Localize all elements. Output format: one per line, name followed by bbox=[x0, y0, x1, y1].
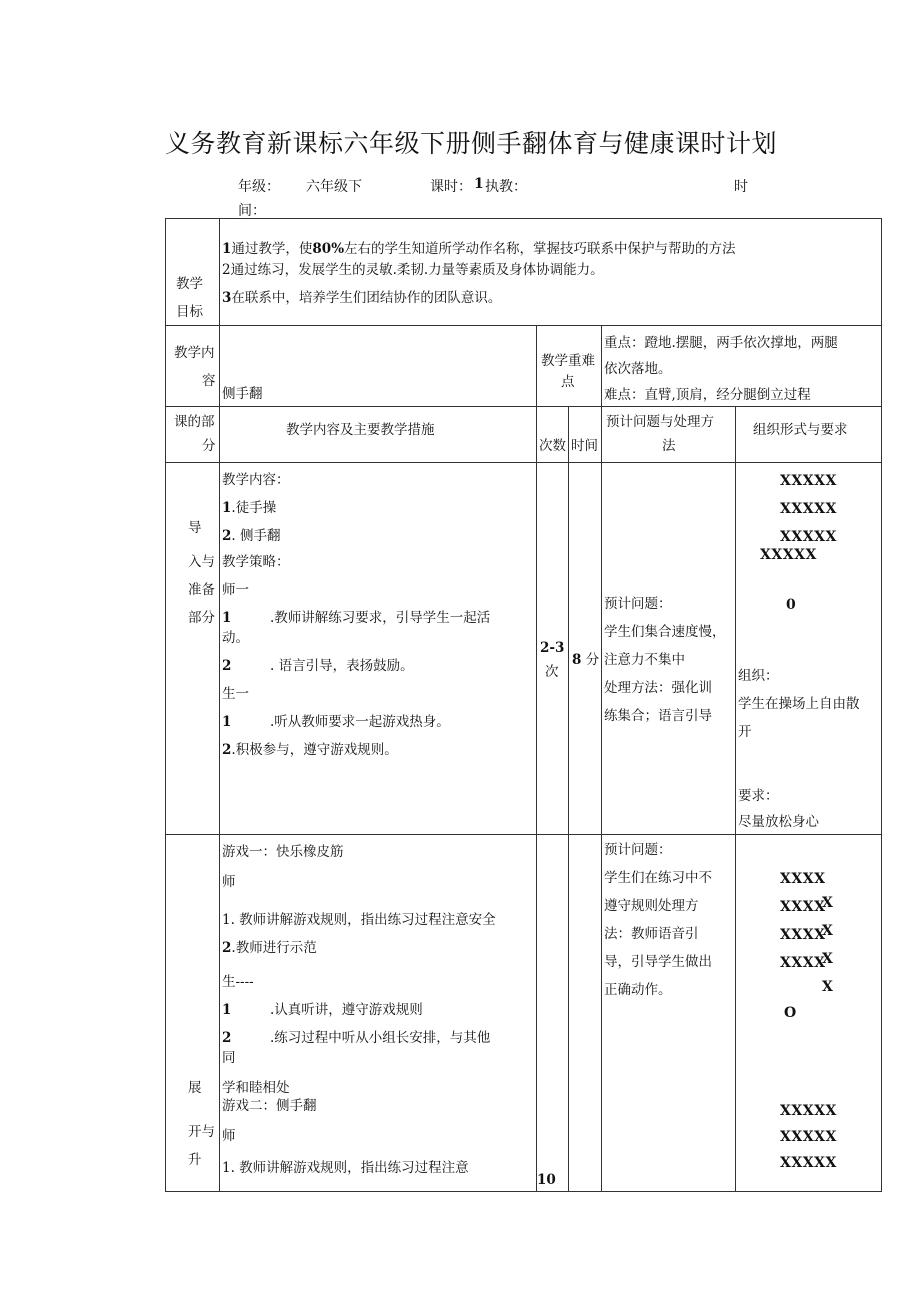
formation-row: XXXX bbox=[780, 955, 826, 971]
formation-row: XXXXX bbox=[760, 547, 817, 563]
develop-label-3: 升 bbox=[188, 1152, 202, 1168]
formation-row: XXXX bbox=[780, 899, 826, 915]
game1-student-step: 学和睦相处 bbox=[222, 1080, 290, 1096]
game1-teacher: 师 bbox=[222, 874, 236, 890]
grade-value: 六年级下 bbox=[306, 179, 362, 195]
objectives-label-2: 目标 bbox=[176, 304, 203, 320]
intro-line-num: 2 bbox=[222, 658, 232, 674]
intro-problem: 处理方法：强化训 bbox=[604, 680, 712, 696]
develop-problem: 遵守规则处理方 bbox=[604, 898, 699, 914]
intro-line: .听从教师要求一起游戏热身。 bbox=[270, 714, 450, 730]
intro-problem: 预计问题： bbox=[604, 596, 672, 612]
content-row bbox=[166, 326, 882, 407]
objective-2: 2通过练习，发展学生的灵敏.柔韧.力量等素质及身体协调能力。 bbox=[222, 262, 604, 278]
time-label-bottom: 间： bbox=[238, 203, 266, 219]
period-label: 课时： bbox=[430, 179, 472, 195]
formation-row: XXXXX bbox=[780, 529, 837, 545]
intro-line: 1.徒手操 bbox=[222, 500, 277, 516]
intro-label-3: 准备 bbox=[188, 582, 215, 598]
header-times: 次数 bbox=[539, 438, 566, 454]
header-org: 组织形式与要求 bbox=[753, 422, 848, 438]
period-value: 1 bbox=[474, 176, 484, 192]
org-text: 开 bbox=[738, 724, 752, 740]
develop-problem: 导，引导学生做出 bbox=[604, 954, 712, 970]
intro-label-4: 部分 bbox=[188, 610, 215, 626]
develop-label-1: 展 bbox=[188, 1080, 202, 1096]
game1-teacher-step: 1. 教师讲解游戏规则，指出练习过程注意安全 bbox=[222, 912, 496, 928]
intro-line: 生一 bbox=[222, 686, 249, 702]
intro-line-num: 1 bbox=[222, 714, 232, 730]
formation-row: XXXXX bbox=[780, 1103, 837, 1119]
req-label: 要求： bbox=[738, 788, 779, 804]
key-point: 重点：蹬地.摆腿，两手依次撑地，两腿 bbox=[604, 335, 838, 351]
intro-line: 2. 侧手翻 bbox=[222, 528, 281, 544]
formation-side-mark: X bbox=[822, 951, 834, 967]
intro-problem: 学生们集合速度慢， bbox=[604, 624, 726, 640]
intro-problem: 注意力不集中 bbox=[604, 652, 685, 668]
header-row bbox=[166, 407, 882, 463]
game2-teacher-step: 1. 教师讲解游戏规则，指出练习过程注意 bbox=[222, 1160, 469, 1176]
develop-times: 10 bbox=[537, 1172, 556, 1188]
formation-row: XXXXX bbox=[780, 1155, 837, 1171]
teacher-position-mark: O bbox=[784, 1005, 797, 1021]
lesson-plan-table bbox=[165, 218, 882, 1192]
teacher-label: 执教： bbox=[485, 179, 527, 195]
key-points-label-1: 教学重难 bbox=[541, 353, 595, 369]
game1-title: 游戏一：快乐橡皮筋 bbox=[222, 844, 344, 860]
header-content: 教学内容及主要教学措施 bbox=[286, 422, 435, 438]
formation-row: XXXXX bbox=[780, 1129, 837, 1145]
org-label: 组织： bbox=[738, 668, 779, 684]
time-label-top: 时 bbox=[734, 179, 748, 195]
game2-teacher: 师 bbox=[222, 1128, 236, 1144]
intro-duration: 8 分 bbox=[572, 652, 600, 668]
formation-row: XXXX bbox=[780, 927, 826, 943]
intro-line: .教师讲解练习要求，引导学生一起活 bbox=[270, 610, 491, 626]
content-value: 侧手翻 bbox=[222, 386, 263, 402]
develop-problem: 学生们在练习中不 bbox=[604, 870, 712, 886]
develop-problem: 法：教师语音引 bbox=[604, 926, 699, 942]
formation-row: XXXXX bbox=[780, 501, 837, 517]
game1-student-num: 1 bbox=[222, 1002, 232, 1018]
game1-student-num: 2 bbox=[222, 1030, 232, 1046]
teacher-position-mark: 0 bbox=[786, 597, 797, 613]
intro-line-num: 1 bbox=[222, 610, 232, 626]
develop-problem: 预计问题： bbox=[604, 842, 672, 858]
formation-side-mark: X bbox=[822, 923, 834, 939]
intro-label-1: 导 bbox=[188, 520, 202, 536]
req-text: 尽量放松身心 bbox=[738, 814, 819, 830]
intro-line: 教学策略： bbox=[222, 554, 290, 570]
formation-row: XXXXX bbox=[780, 473, 837, 489]
intro-line: 动。 bbox=[222, 630, 249, 646]
game1-student-step: 同 bbox=[222, 1050, 236, 1066]
key-point-cont: 依次落地。 bbox=[604, 361, 672, 377]
header-section-1: 课的部 bbox=[174, 414, 215, 430]
game1-teacher-step: 2.教师进行示范 bbox=[222, 940, 317, 956]
formation-row: XXXX bbox=[780, 871, 826, 887]
intro-row bbox=[166, 463, 882, 835]
intro-times-unit: 次 bbox=[545, 664, 559, 680]
header-duration: 时间 bbox=[571, 438, 598, 454]
difficulty: 难点：直臂,顶肩，经分腿倒立过程 bbox=[604, 387, 811, 403]
game1-student-step: .认真听讲，遵守游戏规则 bbox=[270, 1002, 423, 1018]
develop-problem: 正确动作。 bbox=[604, 982, 672, 998]
header-problems-2: 法 bbox=[662, 438, 676, 454]
formation-side-mark: X bbox=[822, 979, 834, 995]
content-label-2: 容 bbox=[202, 373, 216, 389]
game2-title: 游戏二：侧手翻 bbox=[222, 1098, 317, 1114]
org-text: 学生在操场上自由散 bbox=[738, 696, 860, 712]
develop-label-2: 开与 bbox=[188, 1124, 215, 1140]
intro-line: 师一 bbox=[222, 582, 249, 598]
objective-1: 1通过教学，使80%左右的学生知道所学动作名称，掌握技巧联系中保护与帮助的方法 bbox=[222, 241, 736, 257]
key-points-label-2: 点 bbox=[561, 374, 575, 390]
objectives-row bbox=[166, 219, 882, 326]
intro-label-2: 入与 bbox=[188, 554, 215, 570]
intro-line: . 语言引导，表扬鼓励。 bbox=[270, 658, 414, 674]
intro-line: 2.积极参与，遵守游戏规则。 bbox=[222, 742, 398, 758]
intro-problem: 练集合；语言引导 bbox=[604, 708, 712, 724]
header-problems-1: 预计问题与处理方 bbox=[606, 414, 714, 430]
objectives-label-1: 教学 bbox=[176, 276, 203, 292]
intro-times: 2-3 bbox=[540, 640, 565, 656]
grade-label: 年级： bbox=[238, 179, 280, 195]
content-label-1: 教学内 bbox=[174, 345, 215, 361]
game1-student-step: .练习过程中听从小组长安排，与其他 bbox=[270, 1030, 491, 1046]
objective-3: 3在联系中，培养学生们团结协作的团队意识。 bbox=[222, 290, 502, 306]
develop-row bbox=[166, 835, 882, 1192]
game1-student: 生---- bbox=[222, 974, 254, 990]
header-section-2: 分 bbox=[202, 438, 216, 454]
page-title: 义务教育新课标六年级下册侧手翻体育与健康课时计划 bbox=[165, 129, 778, 158]
intro-line: 教学内容： bbox=[222, 472, 290, 488]
formation-side-mark: X bbox=[822, 895, 834, 911]
